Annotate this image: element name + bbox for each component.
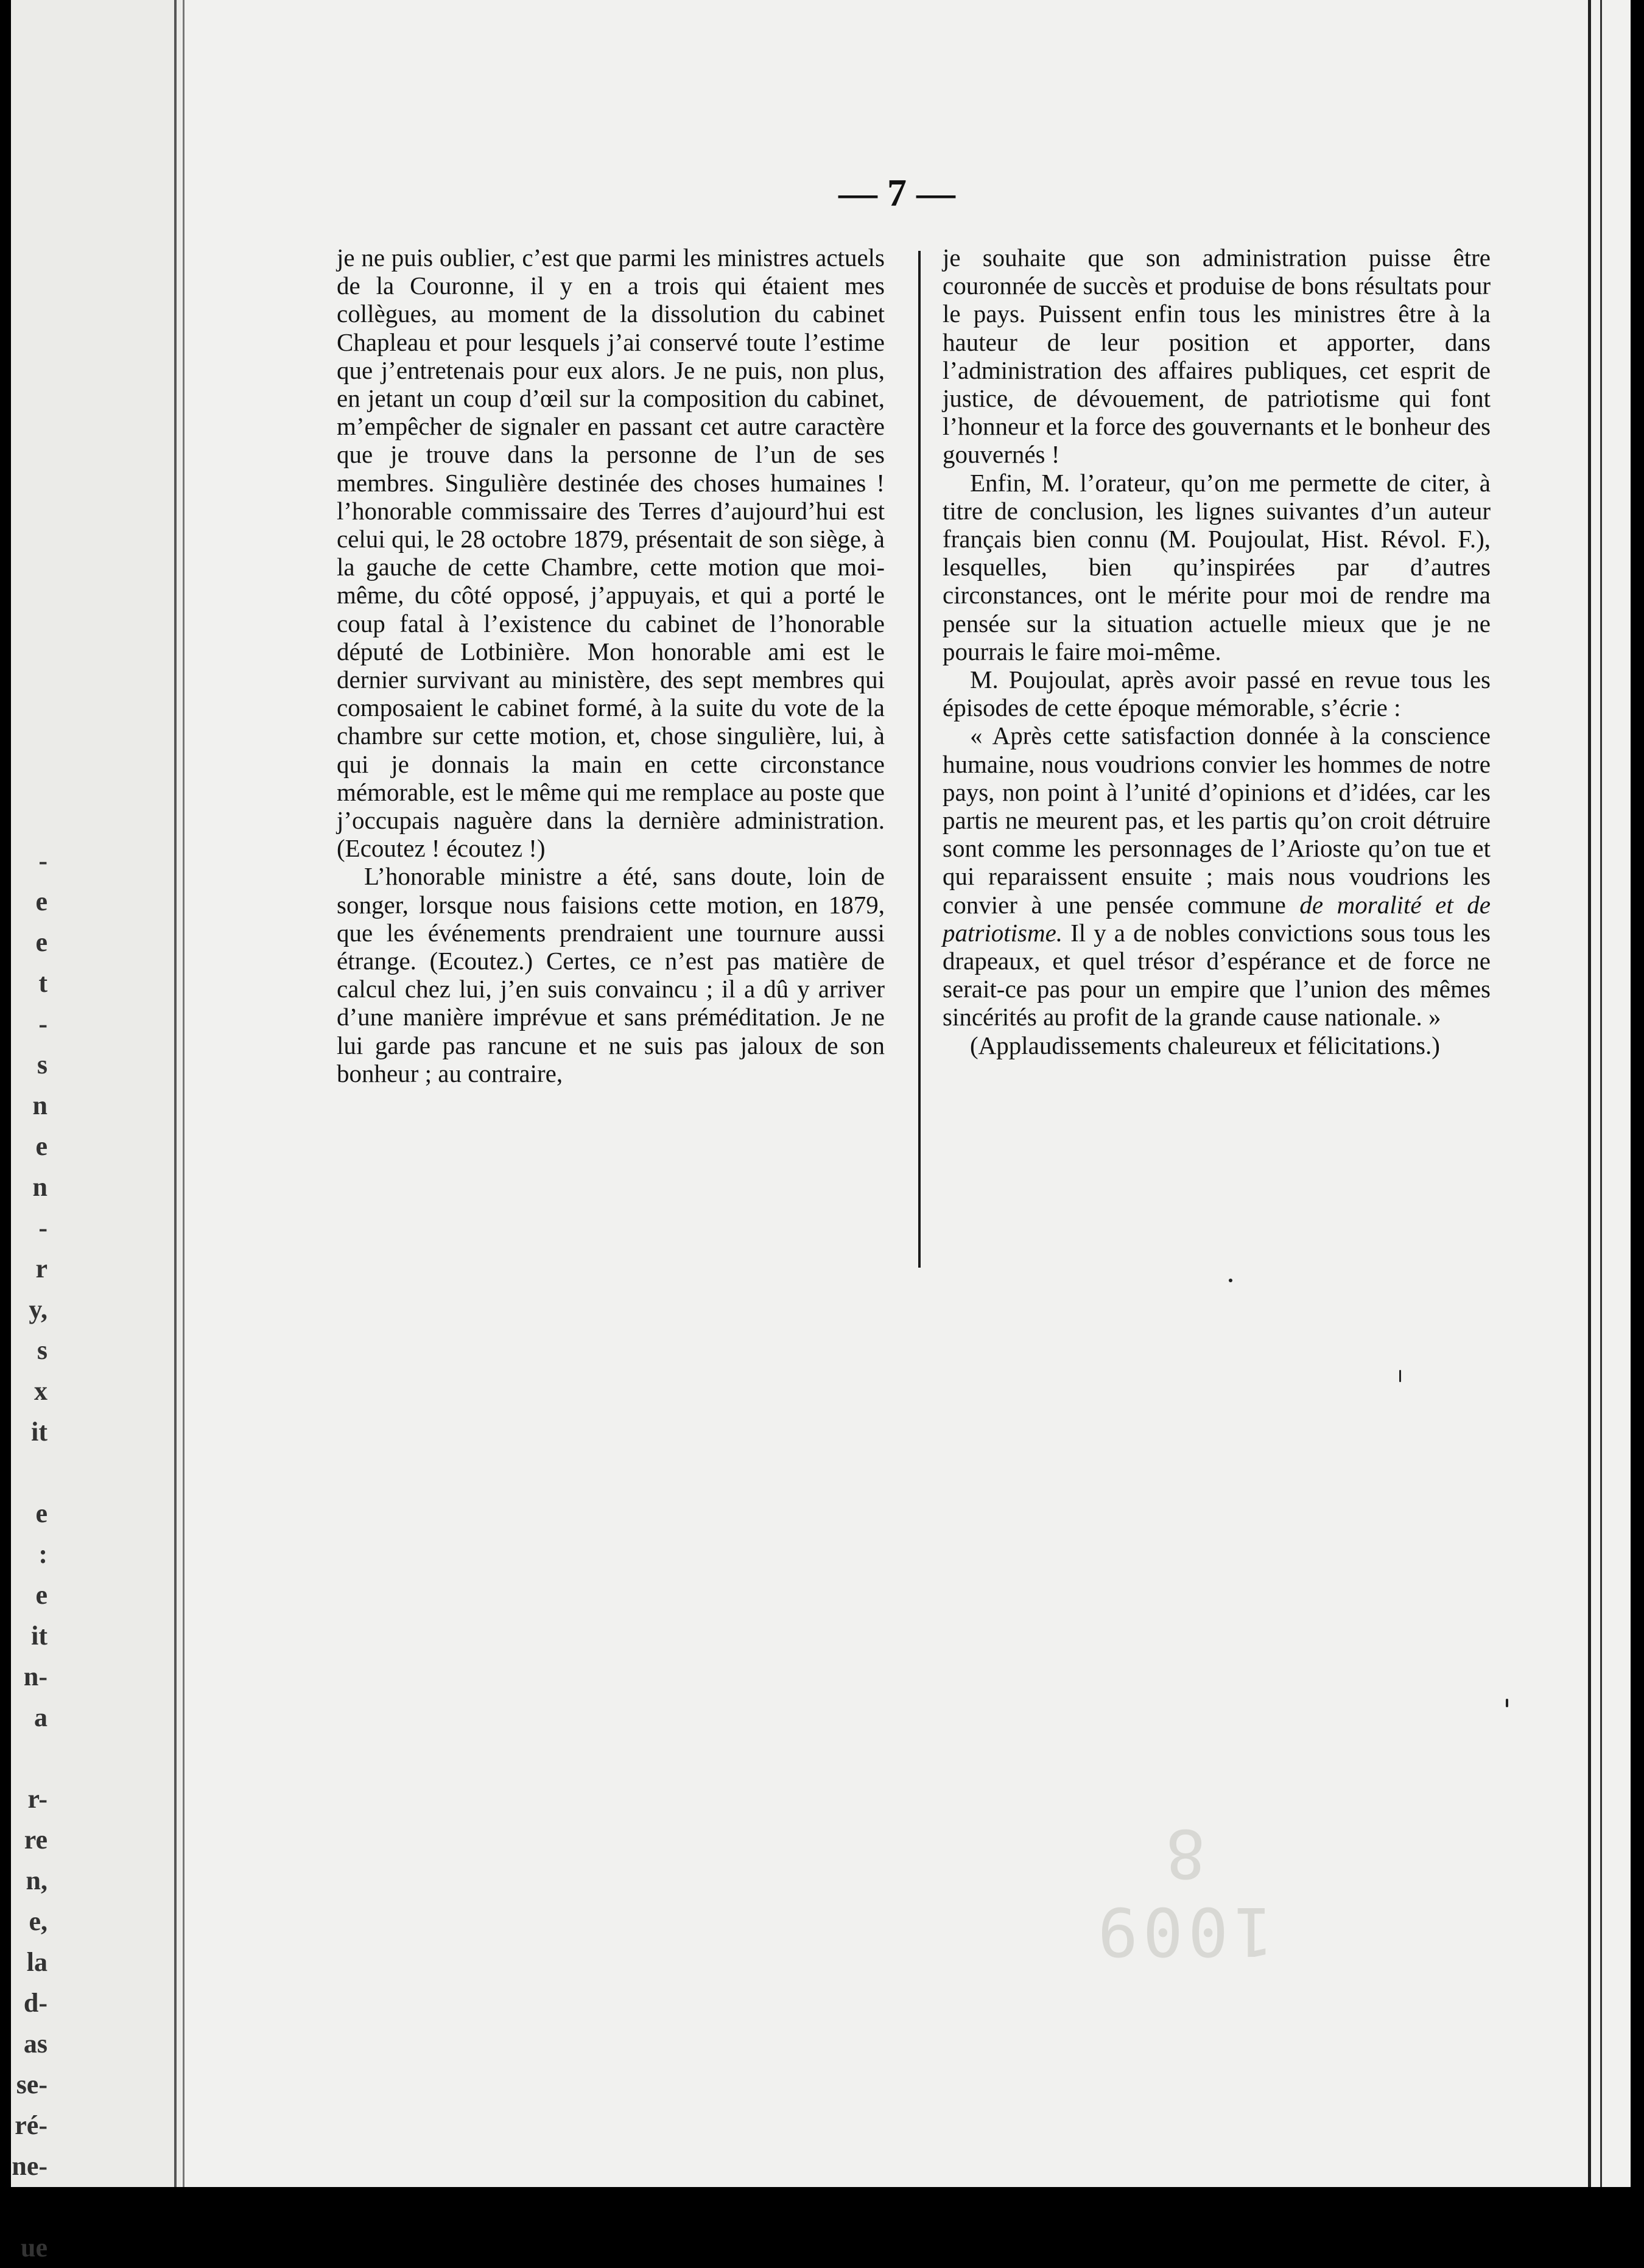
paragraph: je souhaite que son administration puisse être couronnée de succès et produise de bons résultats pour le pays. Puissent enfin tous les ministres être à la hauteur de leur position et apporter, dans l’administration des affaires publiques, cet esprit de justice, de dévouement, de patriotisme qui font l’honneur et la force des gouvernants et le bonheur des gouvernés ! bbox=[943, 244, 1491, 469]
bleed-fragment: e bbox=[35, 1498, 47, 1528]
bleed-fragment: y, bbox=[29, 1294, 47, 1324]
bleed-fragment: a bbox=[34, 1702, 47, 1732]
bleed-fragment: ré- bbox=[15, 2110, 47, 2140]
scanned-page bbox=[11, 0, 1631, 2263]
bleed-fragment: e bbox=[35, 886, 47, 916]
page-number: — 7 — bbox=[838, 171, 955, 214]
page-edge-line bbox=[1600, 0, 1602, 2187]
bleed-fragment: d- bbox=[23, 1988, 47, 2018]
bleed-fragment: it bbox=[31, 1621, 47, 1651]
bleed-fragment: n bbox=[32, 1090, 47, 1120]
ink-speck bbox=[1506, 1699, 1508, 1707]
paragraph: je ne puis oublier, c’est que parmi les ministres actuels de la Couronne, il y en a trois qui étaient mes collègues, au moment de la dissolution du cabinet Chapleau et pour lesquels j’ai conservé toute l’estime que j’entretenais pour eux alors. Je ne puis, non plus, en jetant un coup d’œil sur la composition du cabinet, m’empêcher de signaler en passant cet autre caractère que je trouve dans la personne de l’un de ses membres. Singulière destinée des choses humaines ! l’honorable commissaire des Terres d’aujourd’hui est celui qui, le 28 octobre 1879, présentait de son siège, à la gauche de cette Chambre, cette motion que moi-même, du côté opposé, j’appuyais, et qui a porté le coup fatal à l’existence du cabinet de l’honorable député de Lotbinière. Mon honorable ami est le dernier survivant au ministère, des sept membres qui composaient le cabinet formé, à la suite du vote de la chambre sur cette motion, et, chose singulière, lui, à qui je donnais la main en cette circonstance mémorable, est le même qui me remplace au poste que j’occupais naguère dans la dernière administration. (Ecoutez ! écoutez !) bbox=[337, 244, 885, 863]
bleed-fragment: e, bbox=[29, 1906, 47, 1936]
bleed-fragment: it bbox=[31, 1417, 47, 1447]
bleed-fragment: la bbox=[26, 1947, 47, 1977]
quotation-text: Il y a de nobles convictions sous tous les drapeaux, et quel trésor d’espérance et de force ne serait-ce pas pour un empire que l’union des mêmes sincérités au profit de la grande cause nationale. » bbox=[943, 918, 1491, 1031]
paragraph: L’honorable ministre a été, sans doute, loin de songer, lorsque nous faisions cette motion, en 1879, que les événements prendraient une tournure aussi étrange. (Ecoutez.) Certes, ce n’est pas matière de calcul chez lui, j’en suis convaincu ; il a dû y arriver d’une manière imprévue et sans préméditation. Je ne lui garde pas rancune et ne suis pas jaloux de son bonheur ; au contraire, bbox=[337, 862, 885, 1087]
quotation-text: « Après cette satisfaction donnée à la conscience humaine, nous voudrions convier les hommes de notre pays, non point à l’unité d’opinions et d’idées, car les partis ne meurent pas, et les partis qu’on croit détruire sont comme les personnages de l’Arioste qu’on tue et qui reparaissent ensuite ; mais nous voudrions les convier à une pensée commune bbox=[943, 721, 1491, 919]
bleed-fragment: e bbox=[35, 927, 47, 957]
paragraph: (Applaudissements chaleureux et félicitations.) bbox=[970, 1031, 1440, 1059]
bleed-fragment: n bbox=[32, 1172, 47, 1202]
bleed-fragment: ue bbox=[21, 2233, 47, 2263]
bleed-fragment bbox=[11, 1738, 47, 1778]
bleed-fragment: - bbox=[38, 1213, 47, 1243]
bleed-fragment bbox=[11, 1452, 47, 1493]
bleed-fragment: se- bbox=[16, 2070, 47, 2099]
faded-stamp-number: 1009 8 bbox=[1092, 1814, 1274, 1970]
bleed-fragment: t bbox=[38, 968, 47, 998]
bleed-fragment: e bbox=[35, 1580, 47, 1610]
facing-page-text-fragments bbox=[11, 840, 47, 2268]
bleed-fragment: : bbox=[38, 1539, 47, 1569]
facing-page-strip bbox=[11, 0, 181, 2263]
bleed-fragment: - bbox=[38, 1009, 47, 1039]
bleed-fragment: - bbox=[38, 846, 47, 876]
left-text-column bbox=[337, 244, 885, 1087]
gutter-line bbox=[183, 0, 184, 2187]
page-edge-line bbox=[1588, 0, 1591, 2187]
bleed-fragment: n, bbox=[26, 1866, 47, 1895]
bleed-fragment: s bbox=[37, 1050, 47, 1080]
bleed-fragment: n- bbox=[23, 1662, 47, 1691]
bleed-fragment: re bbox=[24, 1825, 47, 1855]
bleed-fragment: ne- bbox=[12, 2151, 47, 2181]
bleed-fragment: x bbox=[34, 1376, 47, 1406]
paragraph: M. Poujoulat, après avoir passé en revue tous les épisodes de cette époque mémorable, s’écrie : bbox=[943, 665, 1491, 722]
paragraph: Enfin, M. l’orateur, qu’on me permette de citer, à titre de conclusion, les lignes suivantes d’un auteur français bien connu (M. Poujoulat, Hist. Révol. F.), lesquelles, bien qu’inspirées par d’autres circonstances, ont le mérite pour moi de rendre ma pensée sur la situation actuelle mieux que je ne pourrais le faire moi-même. bbox=[943, 468, 1491, 665]
ink-speck bbox=[1399, 1370, 1401, 1382]
bleed-fragment: s bbox=[37, 1335, 47, 1365]
bleed-fragment: as bbox=[23, 2029, 47, 2059]
bleed-fragment: r- bbox=[27, 1784, 47, 1814]
bleed-fragment: e bbox=[35, 1131, 47, 1161]
gutter-line bbox=[174, 0, 177, 2187]
column-divider bbox=[918, 251, 921, 1268]
right-text-column bbox=[943, 244, 1491, 1059]
bleed-fragment: r bbox=[35, 1254, 47, 1283]
ink-speck bbox=[1229, 1279, 1232, 1282]
bleed-fragment bbox=[11, 2186, 47, 2227]
quotation-paragraph bbox=[943, 721, 1491, 1031]
quotation-italic-text: de moralité et de patriotisme. bbox=[943, 890, 1491, 947]
